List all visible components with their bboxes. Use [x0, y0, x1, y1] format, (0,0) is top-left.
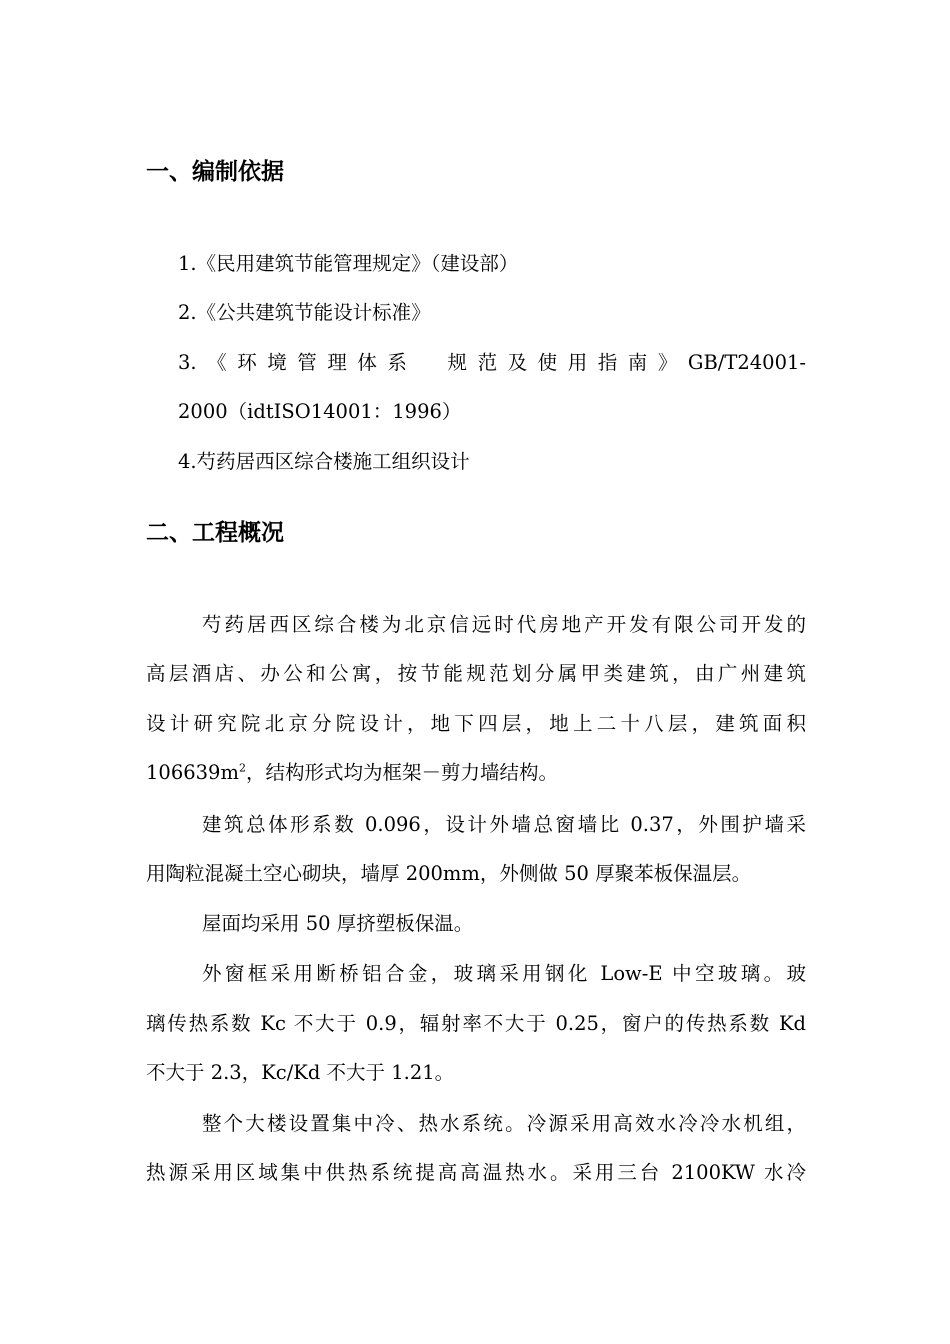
paragraph-text: ，结构形式均为框架－剪力墙结构。 [245, 761, 558, 784]
list-item: 3.《环境管理体系 规范及使用指南》GB/T24001- [178, 351, 806, 374]
paragraph-line: 建筑总体形系数 0.096，设计外墙总窗墙比 0.37，外围护墙采 [202, 813, 806, 836]
paragraph-line: 屋面均采用 50 厚挤塑板保温。 [202, 912, 474, 935]
list-item: 4.芍药居西区综合楼施工组织设计 [178, 450, 470, 473]
paragraph-line: 设计研究院北京分院设计，地下四层，地上二十八层，建筑面积 [146, 712, 806, 735]
area-value: 106639m [146, 761, 239, 784]
paragraph-line: 用陶粒混凝土空心砌块，墙厚 200mm，外侧做 50 厚聚苯板保温层。 [146, 862, 752, 885]
paragraph-line [146, 759, 558, 787]
superscript: 2 [238, 761, 246, 775]
paragraph-line: 热源采用区域集中供热系统提高高温热水。采用三台 2100KW 水冷 [146, 1161, 806, 1184]
list-item-continuation: 2000（idtISO14001：1996） [178, 400, 462, 423]
paragraph-line: 不大于 2.3，Kc/Kd 不大于 1.21。 [146, 1061, 455, 1084]
paragraph-line: 整个大楼设置集中冷、热水系统。冷源采用高效水冷冷水机组， [202, 1112, 806, 1135]
paragraph-line: 璃传热系数 Kc 不大于 0.9，辐射率不大于 0.25，窗户的传热系数 Kd [146, 1012, 806, 1035]
section-heading-overview: 二、工程概况 [146, 520, 284, 546]
list-item: 2.《公共建筑节能设计标准》 [178, 301, 431, 324]
list-item: 1.《民用建筑节能管理规定》（建设部） [178, 252, 519, 275]
paragraph-line: 外窗框采用断桥铝合金，玻璃采用钢化 Low-E 中空玻璃。玻 [202, 962, 806, 985]
paragraph-line: 高层酒店、办公和公寓，按节能规范划分属甲类建筑，由广州建筑 [146, 662, 806, 685]
section-heading-basis: 一、编制依据 [146, 159, 284, 185]
paragraph-line: 芍药居西区综合楼为北京信远时代房地产开发有限公司开发的 [202, 613, 806, 636]
